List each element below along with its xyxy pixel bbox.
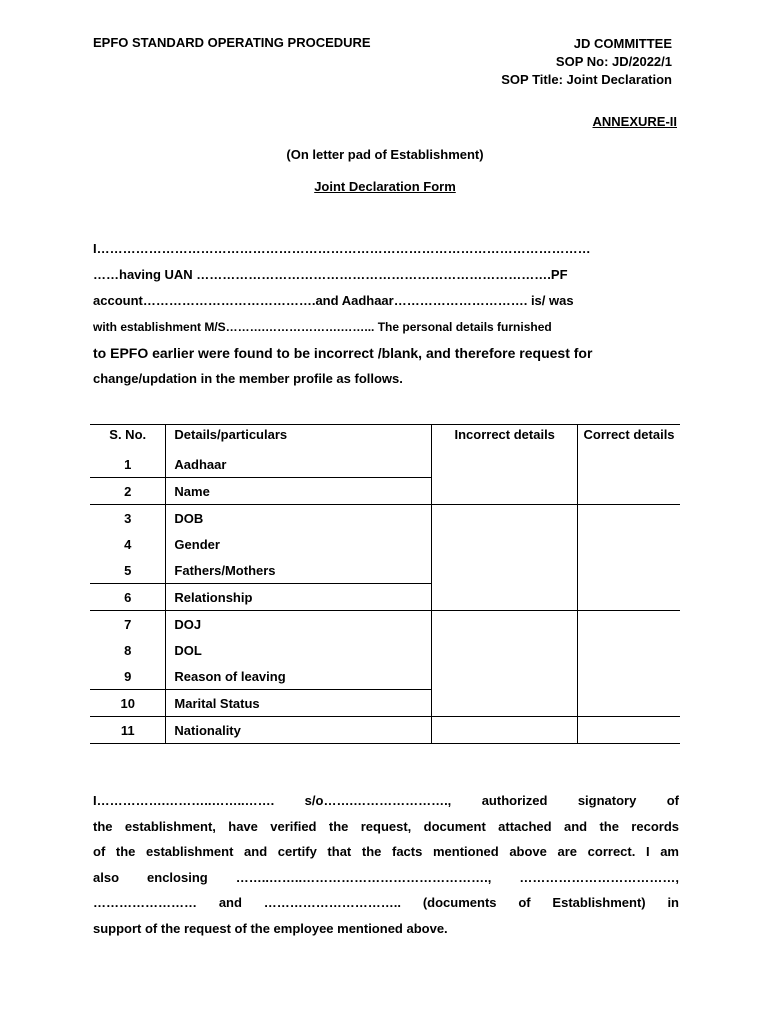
correct-cell [578,478,680,505]
row-sno: 11 [90,717,166,744]
row-detail: Gender [166,531,432,557]
row-detail: Reason of leaving [166,663,432,690]
row-sno: 4 [90,531,166,557]
header-left: EPFO STANDARD OPERATING PROCEDURE [93,35,371,50]
header-incorrect: Incorrect details [432,425,578,478]
row-detail: DOB [166,505,432,532]
header-sop-title: SOP Title: Joint Declaration [501,72,672,87]
header-sno: S. No. [90,425,166,452]
paragraph-line: I…………….………..……..……. s/o…….…………………., authorized signatory of [93,793,679,808]
row-detail: Fathers/Mothers [166,557,432,584]
paragraph-line: also enclosing ……..……..……………………………………., ………………………………, [93,869,679,885]
row-detail: Name [166,478,432,505]
paragraph-line: ……having UAN ……………………………………………………………………….PF [93,267,568,282]
row-detail: Nationality [166,717,432,744]
header-sop-number: SOP No: JD/2022/1 [555,54,672,69]
row-sno: 5 [90,557,166,584]
correct-cell [578,584,680,611]
paragraph-line: to EPFO earlier were found to be incorrect /blank, and therefore request for [93,345,593,361]
annexure-label: ANNEXURE-II [592,114,677,129]
header-committee: JD COMMITTEE [573,36,672,51]
paragraph-line: support of the request of the employee mentioned above. [93,920,448,936]
certification-paragraph [93,788,679,941]
row-detail: Aadhaar [166,451,432,478]
incorrect-cell [432,584,578,611]
incorrect-cell [432,690,578,717]
paragraph-line: change/updation in the member profile as follows. [93,371,403,386]
form-title: Joint Declaration Form [314,179,456,194]
correct-cell [578,717,680,744]
declaration-paragraph [93,236,679,392]
correct-cell [578,690,680,717]
letter-pad-note: (On letter pad of Establishment) [286,147,484,162]
details-table [90,424,680,744]
paragraph-line: I…………………………………………………………………………………………………… [93,241,591,256]
incorrect-cell [432,717,578,744]
paragraph-line: account………………………………….and Aadhaar…………………………. is/ was [93,293,574,308]
row-detail: DOL [166,637,432,663]
row-detail: Marital Status [166,690,432,717]
row-sno: 8 [90,637,166,663]
paragraph-line: the establishment, have verified the request, document attached and the records [93,818,679,834]
incorrect-cell [432,505,578,584]
paragraph-line: …………………… and ………………………….. (documents of Establishment) in [93,895,679,910]
row-detail: DOJ [166,611,432,638]
row-sno: 6 [90,584,166,611]
row-sno: 9 [90,663,166,690]
header-right [501,35,672,89]
correct-cell [578,505,680,584]
paragraph-line: with establishment M/S……….……………….……... The personal details furnished [93,320,552,334]
incorrect-cell [432,478,578,505]
correct-cell [578,611,680,690]
header-details: Details/particulars [166,425,432,452]
row-detail: Relationship [166,584,432,611]
paragraph-line: of the establishment and certify that the facts mentioned above are correct. I am [93,844,679,859]
row-sno: 7 [90,611,166,638]
incorrect-cell [432,611,578,690]
row-sno: 10 [90,690,166,717]
row-sno: 2 [90,478,166,505]
row-sno: 3 [90,505,166,532]
row-sno: 1 [90,451,166,478]
header-correct: Correct details [578,425,680,478]
